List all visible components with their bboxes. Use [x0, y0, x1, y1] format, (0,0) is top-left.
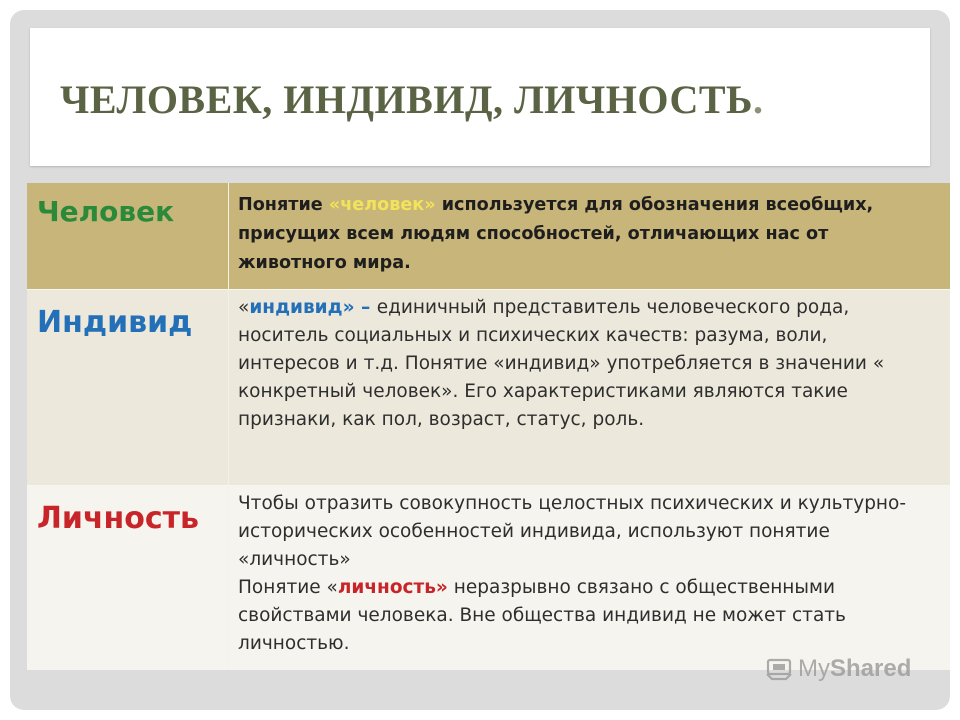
slide-title: ЧЕЛОВЕК, ИНДИВИД, ЛИЧНОСТЬ.: [60, 77, 764, 122]
table-row: [27, 289, 950, 485]
row-divider: [27, 485, 950, 486]
column-divider: [228, 289, 229, 485]
highlight-individ: индивид»: [249, 297, 355, 318]
definition-individ: «индивид» – единичный представитель человеческого рода, носитель социальных и психических качеств: разума, воли, интересов и т.д. Понятие «индивид» употребляется в значении « конкретный человек». Его характеристиками являются такие признаки, как пол, возраст, статус, роль.: [238, 297, 885, 430]
term-individ: Индивид: [37, 305, 193, 340]
row-divider: [27, 289, 950, 290]
highlight-lichnost: личность»: [337, 577, 448, 598]
definitions-table: [27, 183, 950, 670]
highlight-chelovek: «человек»: [328, 195, 436, 215]
table-row: [27, 183, 950, 289]
definition-chelovek: Понятие «человек» используется для обозначения всеобщих, присущих всем людям способностей, отличающих нас от животного мира.: [238, 195, 874, 273]
table-row: [27, 485, 950, 670]
watermark-text: MyShared: [798, 655, 912, 682]
mail-tray-icon: [766, 657, 792, 681]
column-divider: [228, 183, 229, 289]
definition-lichnost: Чтобы отразить совокупность целостных психических и культурно- исторических особенностей индивида, используют понятие «личность» Понятие «личность» неразрывно связано с общественными свойствами человека. Вне общества индивид не может стать личностью.: [238, 493, 907, 654]
column-divider: [228, 485, 229, 670]
myshared-watermark: [766, 655, 911, 683]
title-box: [30, 28, 930, 166]
term-chelovek: Человек: [37, 195, 175, 228]
term-lichnost: Личность: [37, 501, 200, 536]
title-dot: .: [752, 77, 764, 122]
